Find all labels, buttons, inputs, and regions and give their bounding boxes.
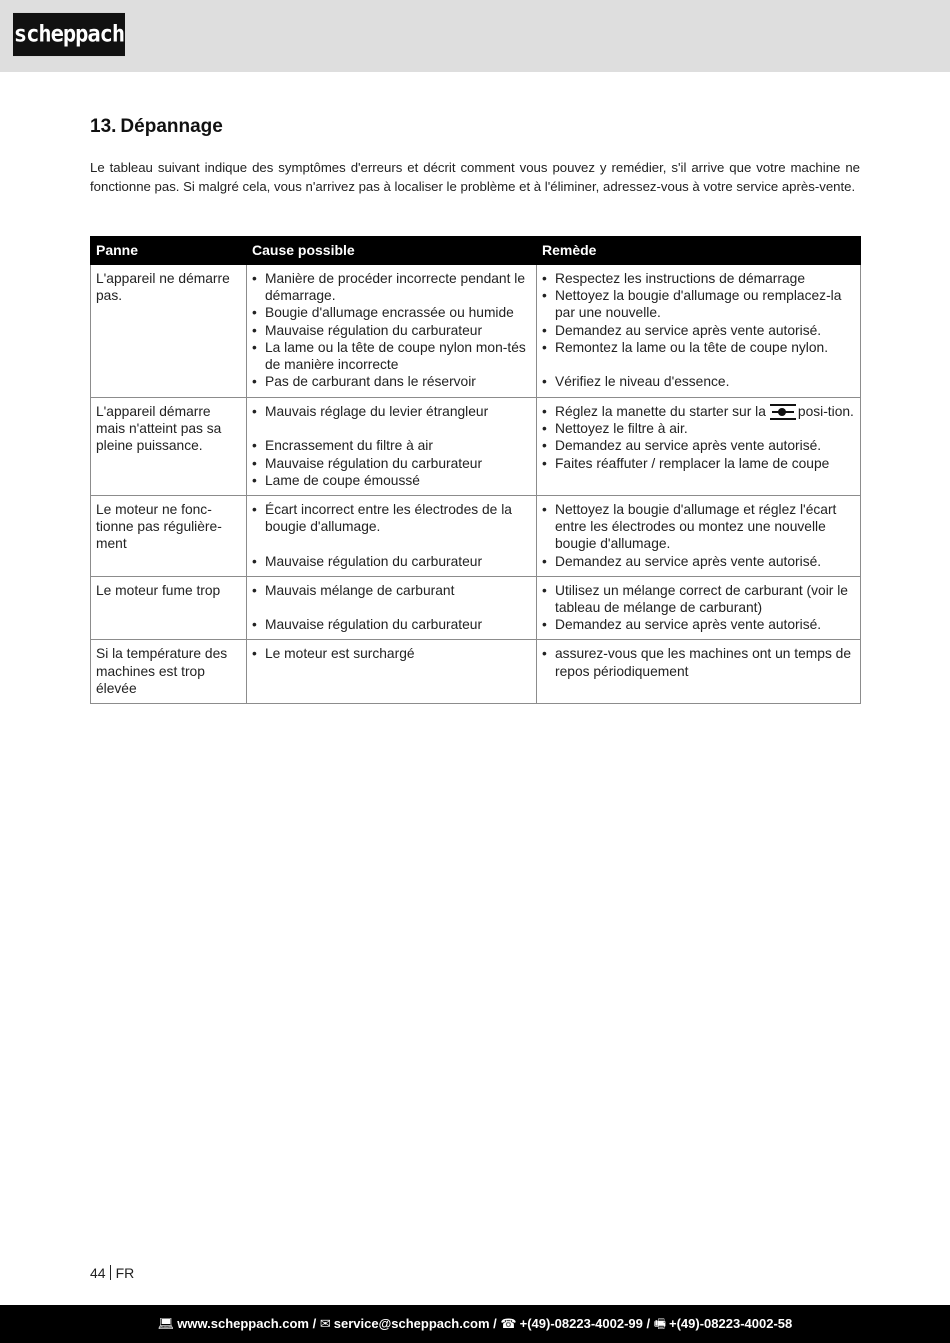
- email-icon: ✉︎: [319, 1316, 331, 1331]
- cause-item: • Mauvais réglage du levier étrangleur: [252, 403, 531, 420]
- cause-item: • Le moteur est surchargé: [252, 645, 531, 662]
- cause-item: • Mauvaise régulation du carburateur: [252, 455, 531, 472]
- cause-cell: [247, 265, 537, 398]
- cause-item: • Mauvaise régulation du carburateur: [252, 553, 531, 570]
- page-language: FR: [115, 1265, 135, 1281]
- table-header-row: [91, 237, 861, 265]
- cause-item: • Mauvaise régulation du carburateur: [252, 322, 531, 339]
- table-row: [91, 398, 861, 496]
- panne-cell: L'appareil démarre mais n'atteint pas sa pleine puissance.: [91, 398, 247, 496]
- cause-item: • Écart incorrect entre les électrodes de la bougie d'allumage.: [252, 501, 531, 535]
- remede-item: • Faites réaffuter / remplacer la lame de coupe: [542, 455, 855, 472]
- footer-separator: /: [312, 1316, 317, 1331]
- panne-cell: Le moteur ne fonc-tionne pas régulière-ment: [91, 496, 247, 577]
- table-row: [91, 496, 861, 577]
- section-heading: [90, 116, 223, 138]
- remede-item: • Demandez au service après vente autorisé.: [542, 616, 855, 633]
- section-title: Dépannage: [120, 116, 223, 137]
- remede-item-starter: [542, 403, 855, 420]
- table-row: [91, 576, 861, 640]
- panne-cell: Le moteur fume trop: [91, 576, 247, 640]
- page-separator: [110, 1265, 111, 1280]
- fax-icon: 🖷︎: [653, 1316, 667, 1331]
- cause-cell: [247, 398, 537, 496]
- cause-item: • Manière de procéder incorrecte pendant le démarrage.: [252, 270, 531, 304]
- remede-cell: [537, 576, 861, 640]
- website-link[interactable]: www.scheppach.com: [177, 1316, 309, 1331]
- panne-cell: L'appareil ne démarre pas.: [91, 265, 247, 398]
- remede-item: • Utilisez un mélange correct de carburant (voir le tableau de mélange de carburant): [542, 582, 855, 616]
- remede-item: • Demandez au service après vente autorisé.: [542, 553, 855, 570]
- footer-contact-bar: [0, 1305, 950, 1343]
- remede-cell: [537, 640, 861, 704]
- cause-item: • Encrassement du filtre à air: [252, 437, 531, 454]
- intro-paragraph: Le tableau suivant indique des symptômes d'erreurs et décrit comment vous pouvez y remédier, s'il arrive que votre machine ne fonctionne pas. Si malgré cela, vous n'arrivez pas à localiser le problème et à l'éliminer, adressez-vous à votre service après-vente.: [90, 160, 860, 195]
- cause-item: • Pas de carburant dans le réservoir: [252, 373, 531, 390]
- remede-item: • Respectez les instructions de démarrage: [542, 270, 855, 287]
- phone-icon: ☎︎: [500, 1316, 517, 1331]
- remede-item: • Vérifiez le niveau d'essence.: [542, 373, 855, 390]
- remede-item: • Nettoyez la bougie d'allumage et réglez l'écart entre les électrodes ou montez une nouvelle bougie d'allumage.: [542, 501, 855, 553]
- remede-item: • Nettoyez le filtre à air.: [542, 420, 855, 437]
- cause-item: • Mauvais mélange de carburant: [252, 582, 531, 599]
- email-link[interactable]: service@scheppach.com: [333, 1316, 490, 1331]
- footer-separator: /: [493, 1316, 497, 1331]
- starter-text-end: posi-tion.: [797, 404, 854, 419]
- section-number: 13.: [90, 116, 117, 137]
- remede-cell: [537, 265, 861, 398]
- footer-separator: /: [646, 1316, 651, 1331]
- remede-cell: [537, 496, 861, 577]
- scheppach-logo: scheppach: [13, 13, 125, 56]
- starter-text: Réglez la manette du starter sur la: [555, 404, 766, 419]
- cause-item: • Bougie d'allumage encrassée ou humide: [252, 304, 531, 321]
- cause-cell: [247, 576, 537, 640]
- remede-item: • Nettoyez la bougie d'allumage ou remplacez-la par une nouvelle.: [542, 287, 855, 321]
- phone-number: +(49)-08223-4002-99: [519, 1316, 643, 1331]
- cause-item: • Lame de coupe émoussé: [252, 472, 531, 489]
- remede-item: • Demandez au service après vente autorisé.: [542, 437, 855, 454]
- choke-lever-icon: [770, 404, 796, 420]
- troubleshooting-table: [90, 236, 861, 704]
- table-row: [91, 265, 861, 398]
- page-number-value: 44: [90, 1265, 106, 1281]
- fax-number: +(49)-08223-4002-58: [669, 1316, 793, 1331]
- remede-item: • Demandez au service après vente autorisé.: [542, 322, 855, 339]
- computer-icon: 💻︎: [157, 1316, 175, 1331]
- remede-item: • Remontez la lame ou la tête de coupe nylon.: [542, 339, 855, 356]
- cause-cell: [247, 496, 537, 577]
- header-panne: Panne: [91, 237, 247, 265]
- page-number: [90, 1265, 134, 1281]
- header-band: [0, 0, 950, 72]
- remede-cell: [537, 398, 861, 496]
- cause-item: • La lame ou la tête de coupe nylon mon-tés de manière incorrecte: [252, 339, 531, 373]
- cause-cell: [247, 640, 537, 704]
- cause-item: • Mauvaise régulation du carburateur: [252, 616, 531, 633]
- remede-item: • assurez-vous que les machines ont un temps de repos périodiquement: [542, 645, 855, 679]
- table-row: [91, 640, 861, 704]
- panne-cell: Si la température des machines est trop élevée: [91, 640, 247, 704]
- header-cause: Cause possible: [247, 237, 537, 265]
- header-remede: Remède: [537, 237, 861, 265]
